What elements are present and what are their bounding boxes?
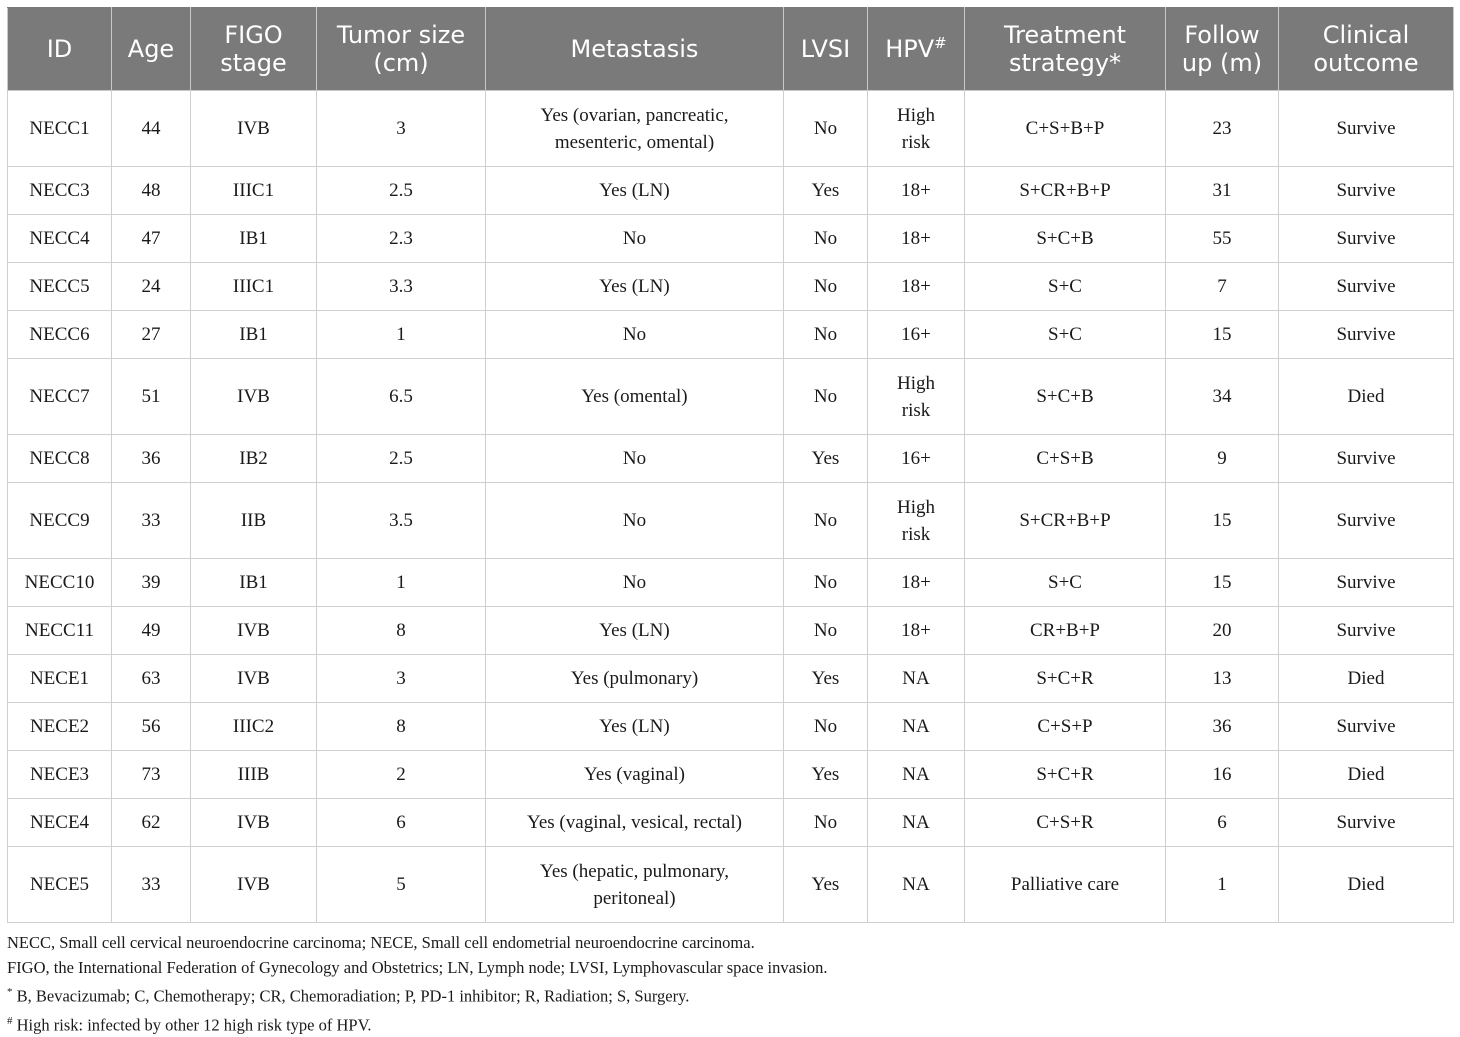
- cell-id: NECC8: [8, 435, 112, 483]
- cell-figo-stage: IIIC2: [191, 703, 317, 751]
- cell-age: 33: [112, 847, 191, 923]
- cell-follow-up: 13: [1166, 655, 1279, 703]
- cell-hpv-line: 18+: [872, 177, 960, 204]
- table-body: [8, 91, 1454, 923]
- cell-follow-up: 36: [1166, 703, 1279, 751]
- footnote-text: NECC, Small cell cervical neuroendocrine carcinoma; NECE, Small cell endometrial neuroendocrine carcinoma.: [7, 933, 755, 952]
- cell-id: NECE4: [8, 799, 112, 847]
- cell-age: 51: [112, 359, 191, 435]
- footnote-text: High risk: infected by other 12 high risk type of HPV.: [13, 1015, 372, 1034]
- header-row: [8, 8, 1454, 91]
- table-row: [8, 655, 1454, 703]
- cell-metastasis: [486, 167, 784, 215]
- cell-clinical-outcome: Survive: [1279, 799, 1454, 847]
- cell-hpv-line: NA: [872, 713, 960, 740]
- cell-figo-stage: IVB: [191, 91, 317, 167]
- cell-lvsi: Yes: [784, 655, 868, 703]
- cell-clinical-outcome: Died: [1279, 359, 1454, 435]
- cell-hpv-line: risk: [872, 397, 960, 424]
- cell-figo-stage: IIB: [191, 483, 317, 559]
- cell-treatment-strategy: S+C: [965, 311, 1166, 359]
- cell-figo-stage: IVB: [191, 359, 317, 435]
- header-follow-up: [1166, 8, 1279, 91]
- cell-age: 33: [112, 483, 191, 559]
- cell-clinical-outcome: Survive: [1279, 167, 1454, 215]
- cell-clinical-outcome: Survive: [1279, 703, 1454, 751]
- header-treatment-line2: strategy*: [969, 49, 1161, 77]
- cell-tumor-size: 6: [317, 799, 486, 847]
- cell-hpv: [868, 559, 965, 607]
- cell-treatment-strategy: S+C: [965, 263, 1166, 311]
- cell-lvsi: No: [784, 703, 868, 751]
- cell-hpv-line: NA: [872, 871, 960, 898]
- cell-hpv: [868, 311, 965, 359]
- cell-metastasis: [486, 263, 784, 311]
- header-tumor-line2: (cm): [321, 49, 481, 77]
- cell-metastasis: [486, 215, 784, 263]
- footnote-text: FIGO, the International Federation of Gynecology and Obstetrics; LN, Lymph node; LVSI, Lymphovascular space invasion.: [7, 958, 828, 977]
- cell-hpv-line: NA: [872, 665, 960, 692]
- table-footnotes: [7, 930, 1453, 1037]
- cell-metastasis: [486, 91, 784, 167]
- cell-tumor-size: 1: [317, 311, 486, 359]
- cell-tumor-size: 2.5: [317, 435, 486, 483]
- cell-hpv: [868, 359, 965, 435]
- cell-hpv-line: High: [872, 494, 960, 521]
- cell-hpv-line: risk: [872, 521, 960, 548]
- table-row: [8, 751, 1454, 799]
- cell-metastasis: [486, 483, 784, 559]
- header-age-text: Age: [116, 35, 186, 63]
- cell-metastasis: [486, 847, 784, 923]
- cell-metastasis: [486, 799, 784, 847]
- cell-age: 39: [112, 559, 191, 607]
- cell-age: 27: [112, 311, 191, 359]
- cell-figo-stage: IVB: [191, 655, 317, 703]
- cell-hpv-line: 18+: [872, 569, 960, 596]
- cell-treatment-strategy: S+C: [965, 559, 1166, 607]
- cell-id: NECC9: [8, 483, 112, 559]
- cell-metastasis-line: No: [490, 225, 779, 252]
- cell-follow-up: 15: [1166, 483, 1279, 559]
- header-tumor-size: [317, 8, 486, 91]
- cell-lvsi: No: [784, 799, 868, 847]
- header-treatment-strategy: [965, 8, 1166, 91]
- cell-clinical-outcome: Survive: [1279, 91, 1454, 167]
- header-age: [112, 8, 191, 91]
- cell-age: 48: [112, 167, 191, 215]
- cell-clinical-outcome: Died: [1279, 655, 1454, 703]
- header-figo-line1: FIGO: [195, 21, 312, 49]
- cell-age: 73: [112, 751, 191, 799]
- header-lvsi-text: LVSI: [788, 35, 863, 63]
- cell-metastasis-line: No: [490, 321, 779, 348]
- cell-metastasis-line: peritoneal): [490, 885, 779, 912]
- cell-treatment-strategy: S+C+R: [965, 751, 1166, 799]
- cell-treatment-strategy: C+S+P: [965, 703, 1166, 751]
- cell-hpv: [868, 655, 965, 703]
- cell-hpv: [868, 751, 965, 799]
- cell-id: NECC5: [8, 263, 112, 311]
- cell-hpv-line: risk: [872, 129, 960, 156]
- table-row: [8, 847, 1454, 923]
- footnote: [7, 980, 1453, 1009]
- cell-figo-stage: IVB: [191, 799, 317, 847]
- cell-id: NECE3: [8, 751, 112, 799]
- cell-id: NECE2: [8, 703, 112, 751]
- cell-tumor-size: 6.5: [317, 359, 486, 435]
- cell-lvsi: Yes: [784, 847, 868, 923]
- cell-age: 24: [112, 263, 191, 311]
- cell-clinical-outcome: Survive: [1279, 311, 1454, 359]
- cell-age: 63: [112, 655, 191, 703]
- cell-lvsi: No: [784, 311, 868, 359]
- cell-hpv: [868, 263, 965, 311]
- cell-metastasis-line: Yes (vaginal): [490, 761, 779, 788]
- header-hpv-text: HPV: [885, 35, 934, 63]
- header-figo-stage: [191, 8, 317, 91]
- cell-treatment-strategy: S+CR+B+P: [965, 167, 1166, 215]
- cell-follow-up: 1: [1166, 847, 1279, 923]
- cell-hpv-line: NA: [872, 761, 960, 788]
- cell-treatment-strategy: C+S+B: [965, 435, 1166, 483]
- cell-hpv: [868, 847, 965, 923]
- cell-metastasis-line: Yes (LN): [490, 273, 779, 300]
- cell-id: NECC4: [8, 215, 112, 263]
- footnote: [7, 930, 1453, 955]
- cell-age: 56: [112, 703, 191, 751]
- header-treatment-line1: Treatment: [969, 21, 1161, 49]
- table-row: [8, 359, 1454, 435]
- cell-metastasis: [486, 359, 784, 435]
- table-row: [8, 263, 1454, 311]
- header-outcome-line1: Clinical: [1283, 21, 1449, 49]
- cell-follow-up: 55: [1166, 215, 1279, 263]
- header-id: [8, 8, 112, 91]
- cell-tumor-size: 2.3: [317, 215, 486, 263]
- cell-lvsi: No: [784, 483, 868, 559]
- cell-metastasis: [486, 559, 784, 607]
- cell-age: 44: [112, 91, 191, 167]
- cell-hpv-line: High: [872, 102, 960, 129]
- cell-metastasis-line: No: [490, 445, 779, 472]
- header-tumor-line1: Tumor size: [321, 21, 481, 49]
- cell-figo-stage: IIIC1: [191, 167, 317, 215]
- cell-hpv-line: 16+: [872, 445, 960, 472]
- cell-id: NECC11: [8, 607, 112, 655]
- header-follow-line2: up (m): [1170, 49, 1274, 77]
- header-hpv: [868, 8, 965, 91]
- cell-tumor-size: 3: [317, 91, 486, 167]
- header-lvsi: [784, 8, 868, 91]
- cell-clinical-outcome: Survive: [1279, 483, 1454, 559]
- cell-metastasis-line: Yes (hepatic, pulmonary,: [490, 858, 779, 885]
- cell-hpv-line: NA: [872, 809, 960, 836]
- cell-metastasis-line: Yes (LN): [490, 177, 779, 204]
- cell-figo-stage: IVB: [191, 607, 317, 655]
- cell-lvsi: No: [784, 607, 868, 655]
- header-clinical-outcome: [1279, 8, 1454, 91]
- cell-tumor-size: 8: [317, 703, 486, 751]
- cell-hpv: [868, 703, 965, 751]
- cell-hpv-line: 18+: [872, 617, 960, 644]
- table-row: [8, 167, 1454, 215]
- cell-clinical-outcome: Survive: [1279, 607, 1454, 655]
- header-metastasis: [486, 8, 784, 91]
- cell-id: NECC1: [8, 91, 112, 167]
- clinical-characteristics-table-container: [7, 7, 1453, 923]
- cell-tumor-size: 8: [317, 607, 486, 655]
- cell-metastasis: [486, 703, 784, 751]
- cell-id: NECE5: [8, 847, 112, 923]
- cell-hpv: [868, 167, 965, 215]
- table-row: [8, 435, 1454, 483]
- cell-id: NECC10: [8, 559, 112, 607]
- cell-follow-up: 34: [1166, 359, 1279, 435]
- cell-follow-up: 7: [1166, 263, 1279, 311]
- cell-tumor-size: 3: [317, 655, 486, 703]
- cell-metastasis: [486, 311, 784, 359]
- table-row: [8, 215, 1454, 263]
- cell-hpv-line: 18+: [872, 273, 960, 300]
- cell-age: 36: [112, 435, 191, 483]
- cell-metastasis: [486, 607, 784, 655]
- cell-hpv: [868, 91, 965, 167]
- header-figo-line2: stage: [195, 49, 312, 77]
- cell-follow-up: 6: [1166, 799, 1279, 847]
- cell-tumor-size: 2: [317, 751, 486, 799]
- cell-figo-stage: IB2: [191, 435, 317, 483]
- header-id-text: ID: [12, 35, 107, 63]
- cell-follow-up: 23: [1166, 91, 1279, 167]
- table-row: [8, 799, 1454, 847]
- cell-figo-stage: IIIC1: [191, 263, 317, 311]
- cell-tumor-size: 3.5: [317, 483, 486, 559]
- cell-metastasis-line: Yes (LN): [490, 713, 779, 740]
- clinical-characteristics-table: [7, 7, 1454, 923]
- cell-metastasis-line: Yes (LN): [490, 617, 779, 644]
- cell-metastasis-line: mesenteric, omental): [490, 129, 779, 156]
- cell-id: NECE1: [8, 655, 112, 703]
- cell-tumor-size: 1: [317, 559, 486, 607]
- cell-hpv: [868, 483, 965, 559]
- cell-follow-up: 16: [1166, 751, 1279, 799]
- cell-hpv-line: 16+: [872, 321, 960, 348]
- cell-metastasis-line: Yes (pulmonary): [490, 665, 779, 692]
- table-row: [8, 91, 1454, 167]
- cell-metastasis-line: No: [490, 569, 779, 596]
- table-row: [8, 559, 1454, 607]
- header-hpv-footnote-mark: #: [934, 34, 947, 52]
- cell-lvsi: No: [784, 559, 868, 607]
- table-row: [8, 703, 1454, 751]
- cell-lvsi: No: [784, 359, 868, 435]
- cell-treatment-strategy: C+S+R: [965, 799, 1166, 847]
- cell-age: 62: [112, 799, 191, 847]
- footnote-mark: #: [7, 1015, 13, 1027]
- cell-lvsi: No: [784, 215, 868, 263]
- footnote-mark: *: [7, 986, 13, 998]
- cell-hpv: [868, 215, 965, 263]
- cell-lvsi: No: [784, 263, 868, 311]
- cell-metastasis-line: Yes (ovarian, pancreatic,: [490, 102, 779, 129]
- cell-follow-up: 15: [1166, 559, 1279, 607]
- cell-figo-stage: IVB: [191, 847, 317, 923]
- cell-treatment-strategy: S+C+B: [965, 215, 1166, 263]
- cell-lvsi: No: [784, 91, 868, 167]
- cell-lvsi: Yes: [784, 167, 868, 215]
- cell-treatment-strategy: C+S+B+P: [965, 91, 1166, 167]
- cell-metastasis-line: Yes (vaginal, vesical, rectal): [490, 809, 779, 836]
- cell-figo-stage: IB1: [191, 215, 317, 263]
- cell-hpv-line: High: [872, 370, 960, 397]
- cell-lvsi: Yes: [784, 435, 868, 483]
- cell-lvsi: Yes: [784, 751, 868, 799]
- cell-figo-stage: IB1: [191, 559, 317, 607]
- cell-follow-up: 31: [1166, 167, 1279, 215]
- cell-clinical-outcome: Survive: [1279, 215, 1454, 263]
- cell-metastasis: [486, 435, 784, 483]
- cell-treatment-strategy: S+C+B: [965, 359, 1166, 435]
- cell-id: NECC3: [8, 167, 112, 215]
- cell-metastasis-line: No: [490, 507, 779, 534]
- cell-metastasis-line: Yes (omental): [490, 383, 779, 410]
- cell-clinical-outcome: Survive: [1279, 263, 1454, 311]
- cell-clinical-outcome: Died: [1279, 751, 1454, 799]
- cell-clinical-outcome: Survive: [1279, 559, 1454, 607]
- header-metastasis-text: Metastasis: [490, 35, 779, 63]
- header-outcome-line2: outcome: [1283, 49, 1449, 77]
- table-row: [8, 607, 1454, 655]
- footnote: [7, 955, 1453, 980]
- cell-clinical-outcome: Died: [1279, 847, 1454, 923]
- header-follow-line1: Follow: [1170, 21, 1274, 49]
- cell-follow-up: 20: [1166, 607, 1279, 655]
- cell-hpv: [868, 435, 965, 483]
- cell-id: NECC7: [8, 359, 112, 435]
- table-header: [8, 8, 1454, 91]
- cell-treatment-strategy: CR+B+P: [965, 607, 1166, 655]
- footnote: [7, 1009, 1453, 1037]
- cell-treatment-strategy: S+C+R: [965, 655, 1166, 703]
- cell-metastasis: [486, 655, 784, 703]
- cell-treatment-strategy: Palliative care: [965, 847, 1166, 923]
- cell-follow-up: 9: [1166, 435, 1279, 483]
- cell-figo-stage: IIIB: [191, 751, 317, 799]
- cell-age: 47: [112, 215, 191, 263]
- footnote-text: B, Bevacizumab; C, Chemotherapy; CR, Chemoradiation; P, PD-1 inhibitor; R, Radiation; S, Surgery.: [13, 987, 690, 1006]
- cell-tumor-size: 2.5: [317, 167, 486, 215]
- cell-hpv: [868, 607, 965, 655]
- cell-age: 49: [112, 607, 191, 655]
- cell-figo-stage: IB1: [191, 311, 317, 359]
- cell-hpv: [868, 799, 965, 847]
- cell-follow-up: 15: [1166, 311, 1279, 359]
- table-row: [8, 483, 1454, 559]
- cell-hpv-line: 18+: [872, 225, 960, 252]
- cell-treatment-strategy: S+CR+B+P: [965, 483, 1166, 559]
- cell-id: NECC6: [8, 311, 112, 359]
- cell-metastasis: [486, 751, 784, 799]
- cell-tumor-size: 3.3: [317, 263, 486, 311]
- cell-clinical-outcome: Survive: [1279, 435, 1454, 483]
- table-row: [8, 311, 1454, 359]
- cell-tumor-size: 5: [317, 847, 486, 923]
